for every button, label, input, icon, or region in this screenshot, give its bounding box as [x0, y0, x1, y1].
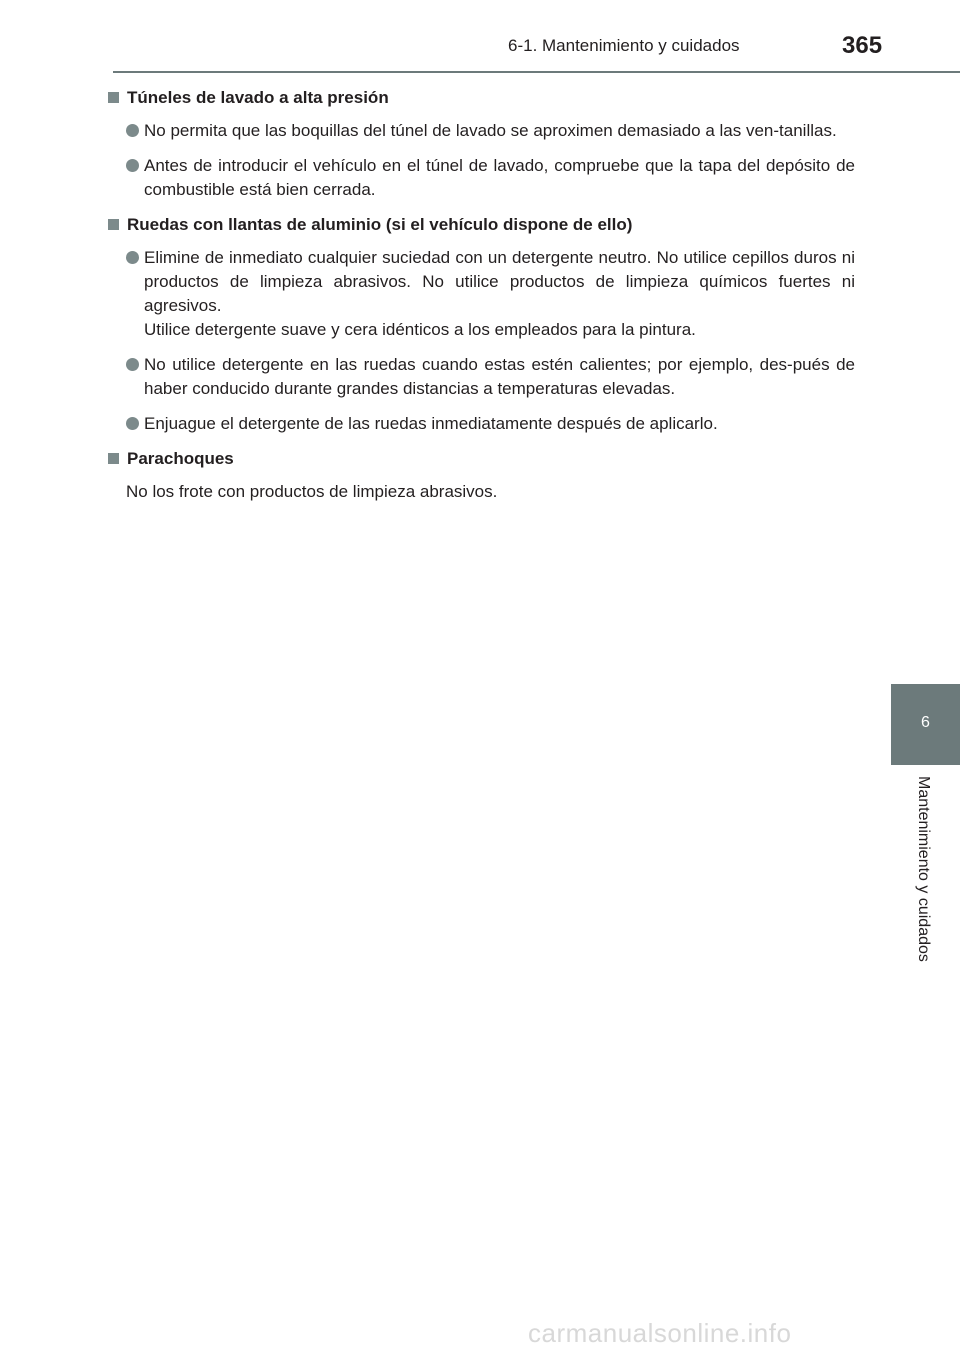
- circle-bullet-icon: [126, 358, 139, 371]
- square-bullet-icon: [108, 92, 119, 103]
- list-item-text: Elimine de inmediato cualquier suciedad con un detergente neutro. No utilice cepillos duros ni productos de limpieza abrasivos. No utilice productos de limpieza químicos fuertes ni agresivos.: [144, 248, 855, 315]
- list-item: [105, 246, 855, 342]
- square-bullet-icon: [108, 453, 119, 464]
- section-title-tunnel: [105, 86, 855, 110]
- circle-bullet-icon: [126, 124, 139, 137]
- list-item: [105, 412, 855, 436]
- list-item-extra-text: Utilice detergente suave y cera idénticos a los empleados para la pintura.: [144, 320, 696, 339]
- header-section-title: 6-1. Mantenimiento y cuidados: [508, 36, 740, 55]
- section-title-text: Túneles de lavado a alta presión: [127, 88, 389, 107]
- section-title-text: Parachoques: [127, 449, 234, 468]
- list-item: [105, 154, 855, 202]
- list-item-text: No permita que las boquillas del túnel de lavado se aproximen demasiado a las ven-tanillas.: [144, 121, 837, 140]
- page-header: [0, 0, 960, 75]
- list-item: [105, 119, 855, 143]
- section-title-wheels: [105, 213, 855, 237]
- section-title-bumpers: [105, 447, 855, 471]
- watermark: carmanualsonline.info: [528, 1318, 792, 1348]
- list-item-text: No utilice detergente en las ruedas cuando estas estén calientes; por ejemplo, des-pués de haber conducido durante grandes distancias a temperaturas elevadas.: [144, 355, 855, 398]
- square-bullet-icon: [108, 219, 119, 230]
- chapter-label: Mantenimiento y cuidados: [915, 776, 932, 962]
- list-item: [105, 353, 855, 401]
- section-title-text: Ruedas con llantas de aluminio (si el vehículo dispone de ello): [127, 215, 633, 234]
- chapter-number: 6: [921, 714, 930, 731]
- section-paragraph: No los frote con productos de limpieza abrasivos.: [126, 482, 498, 501]
- chapter-tab: [891, 684, 960, 765]
- header-divider: [113, 71, 960, 73]
- circle-bullet-icon: [126, 417, 139, 430]
- circle-bullet-icon: [126, 251, 139, 264]
- page-content: [105, 86, 855, 515]
- list-item-text: Antes de introducir el vehículo en el túnel de lavado, compruebe que la tapa del depósito de combustible está bien cerrada.: [144, 156, 855, 199]
- circle-bullet-icon: [126, 159, 139, 172]
- page-number: 365: [842, 32, 883, 59]
- list-item-text: Enjuague el detergente de las ruedas inmediatamente después de aplicarlo.: [144, 414, 718, 433]
